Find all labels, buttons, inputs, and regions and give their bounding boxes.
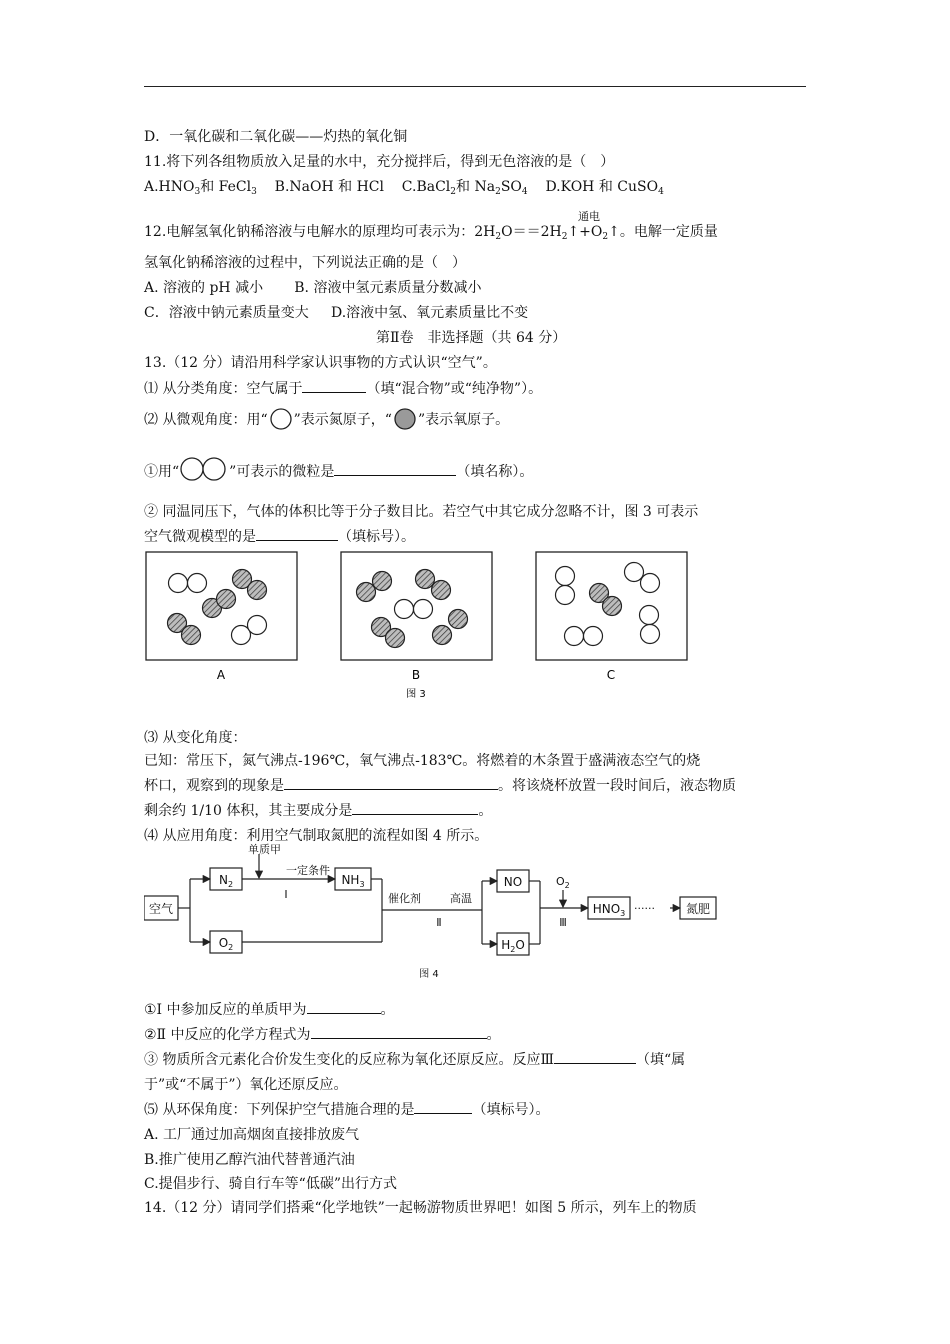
q13-part3-line3: 剩余约 1/10 体积，其主要成分是 。 <box>144 803 493 819</box>
q13-part3-line1: 已知：常压下，氮气沸点-196℃，氧气沸点-183℃。将燃着的木条置于盛满液态空气的烧 <box>144 753 701 769</box>
figure-3-label-c: C <box>606 668 616 682</box>
figure-4-n2: $N_2$ <box>218 873 234 889</box>
q11-options: $A.HNO_3$和 FeCl$_3$ B.NaOH 和 HCl C.BaCl$_2$和 $Na_2SO_4$ D.KOH 和 CuSO$_4$ <box>144 179 664 197</box>
nitrogen-atom-icon <box>268 408 294 430</box>
q13-answer-3-line2: 于”或“不属于”）氧化还原反应。 <box>144 1077 348 1093</box>
q12-stem-2: 氢氧化钠稀溶液的过程中，下列说法正确的是（ ） <box>144 255 466 271</box>
figure-4-roman-2: Ⅱ <box>436 916 442 929</box>
oxygen-atom-icon <box>392 408 418 430</box>
q12-stem-1: 12.电解氢氧化钠稀溶液与电解水的原理均可表示为：$2H_2O==2H_2↑+O_2↑$。电解一定质量 <box>144 224 718 242</box>
figure-3-molecules-a <box>168 570 267 645</box>
figure-4-o2-input: $O_2$ <box>556 875 570 890</box>
figure-4-no: NO <box>503 875 523 889</box>
figure-4-nh3: $NH_3$ <box>341 873 365 889</box>
q13-part3-line2: 杯口，观察到的现象是 。将该烧杯放置一段时间后，液态物质 <box>144 778 736 794</box>
q13-part5-option-a: A. 工厂通过加高烟囱直接排放废气 <box>144 1127 360 1143</box>
q12-options-cd: C．溶液中钠元素质量变大 D.溶液中氢、氧元素质量比不变 <box>144 305 529 321</box>
q13-answer-2: ②Ⅱ 中反应的化学方程式为 。 <box>144 1027 501 1043</box>
q13-part1: ⑴ 从分类角度：空气属于 （填“混合物”或“纯净物”）。 <box>144 381 543 397</box>
q13-answer-1: ①Ⅰ 中参加反应的单质甲为 。 <box>144 1002 395 1018</box>
figure-4-catalyst: 催化剂 <box>388 892 421 905</box>
figure-4-h2o: $H_2O$ <box>501 938 525 954</box>
figure-3 <box>144 548 814 700</box>
figure-4-dots: ······ <box>634 902 655 915</box>
q13-sub1: ①用“ ”可表示的微粒是 （填名称）。 <box>144 456 533 482</box>
figure-4-air: 空气 <box>148 902 174 916</box>
figure-3-caption: 图 3 <box>406 689 426 700</box>
figure-4-caption: 图 4 <box>419 969 439 980</box>
q10-option-d: D．一氧化碳和二氧化碳——灼热的氧化铜 <box>144 129 408 145</box>
q13-part2: ⑵ 从微观角度：用“ ”表示氮原子，“ ”表示氧原子。 <box>144 408 509 430</box>
q13-sub2-line2: 空气微观模型的是 （填标号）。 <box>144 529 415 545</box>
figure-4-high-temp: 高温 <box>450 892 472 905</box>
figure-4-roman-1: Ⅰ <box>284 888 288 901</box>
q13-part5-option-b: B.推广使用乙醇汽油代替普通汽油 <box>144 1152 355 1168</box>
q13-part5-option-c: C.提倡步行、骑自行车等“低碳”出行方式 <box>144 1176 397 1192</box>
figure-4-o2: $O_2$ <box>218 936 234 952</box>
nitrogen-molecule-icon <box>179 456 229 482</box>
q13-part5: ⑸ 从环保角度：下列保护空气措施合理的是 （填标号）。 <box>144 1102 550 1118</box>
section-2-title: 第Ⅱ卷 非选择题（共 64 分） <box>376 330 567 346</box>
figure-4-hno3: $HNO_3$ <box>592 902 626 918</box>
figure-3-molecules-c <box>556 563 660 646</box>
q13-sub2-line1: ② 同温同压下，气体的体积比等于分子数目比。若空气中其它成分忽略不计，图 3 可表示 <box>144 504 699 520</box>
figure-4-reagent: 单质甲 <box>248 843 281 856</box>
q12-condition: 通电 <box>578 210 600 223</box>
q11-stem: 11.将下列各组物质放入足量的水中，充分搅拌后，得到无色溶液的是（ ） <box>144 154 615 170</box>
figure-4-fertilizer: 氮肥 <box>685 902 711 916</box>
figure-3-label-a: A <box>216 668 226 682</box>
header-rule <box>144 86 806 87</box>
figure-3-molecules-b <box>357 570 468 648</box>
figure-4-roman-3: Ⅲ <box>559 916 567 929</box>
figure-3-label-b: B <box>411 668 421 682</box>
q13-part3: ⑶ 从变化角度： <box>144 730 247 746</box>
q12-options-ab: A. 溶液的 pH 减小 B. 溶液中氢元素质量分数减小 <box>144 280 482 296</box>
q13-part4: ⑷ 从应用角度：利用空气制取氮肥的流程如图 4 所示。 <box>144 828 489 844</box>
figure-4 <box>144 842 764 982</box>
q13-answer-3-line1: ③ 物质所含元素化合价发生变化的反应称为氧化还原反应。反应Ⅲ （填“属 <box>144 1052 686 1068</box>
q14-stem: 14.（12 分）请同学们搭乘“化学地铁”一起畅游物质世界吧！如图 5 所示，列车上的物质 <box>144 1200 697 1216</box>
q13-stem: 13.（12 分）请沿用科学家认识事物的方式认识“空气”。 <box>144 355 497 371</box>
figure-4-condition-1: 一定条件 <box>286 864 330 877</box>
